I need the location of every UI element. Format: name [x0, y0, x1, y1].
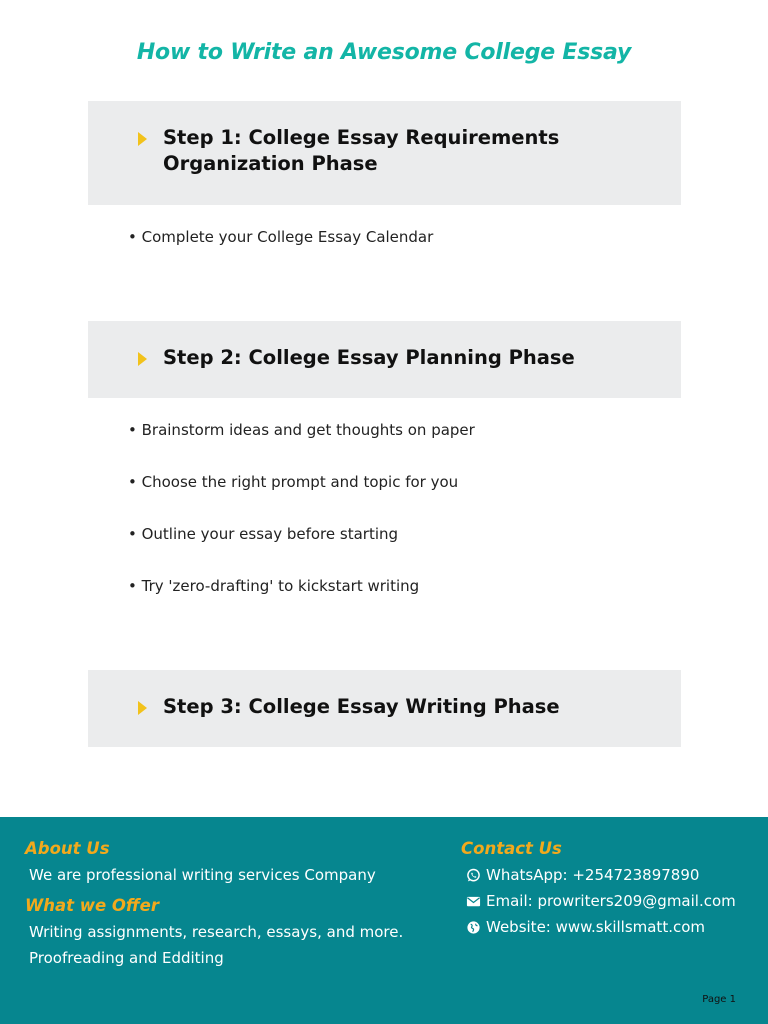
step-2-bullet: • Brainstorm ideas and get thoughts on paper — [128, 421, 475, 439]
offer-text-line: Proofreading and Edditing — [29, 949, 224, 967]
about-us-text: We are professional writing services Company — [29, 866, 376, 884]
offer-text-line: Writing assignments, research, essays, and more. — [29, 923, 404, 941]
whatsapp-text: WhatsApp: +254723897890 — [486, 866, 700, 884]
step-3-box — [88, 670, 681, 747]
email-text: Email: prowriters209@gmail.com — [486, 892, 736, 910]
step-2-bullet: • Choose the right prompt and topic for you — [128, 473, 459, 491]
step-3-title: Step 3: College Essay Writing Phase — [163, 695, 560, 718]
email-contact[interactable] — [466, 892, 736, 910]
envelope-icon — [466, 894, 481, 909]
step-2-bullet: • Try 'zero-drafting' to kickstart writing — [128, 577, 420, 595]
about-us-heading: About Us — [25, 839, 110, 858]
globe-icon — [466, 920, 481, 935]
caret-right-icon — [138, 352, 147, 366]
page-number: Page 1 — [702, 994, 736, 1005]
whatsapp-contact[interactable] — [466, 866, 699, 884]
step-2-bullet: • Outline your essay before starting — [128, 525, 399, 543]
step-2-title: Step 2: College Essay Planning Phase — [163, 346, 575, 369]
step-1-bullet: • Complete your College Essay Calendar — [128, 228, 434, 246]
website-text: Website: www.skillsmatt.com — [486, 918, 706, 936]
caret-right-icon — [138, 132, 147, 146]
step-1-box — [88, 101, 681, 205]
contact-us-heading: Contact Us — [461, 839, 562, 858]
step-1-title: Step 1: College Essay Requirements Organization Phase — [163, 126, 560, 175]
step-2-box — [88, 321, 681, 398]
caret-right-icon — [138, 701, 147, 715]
whatsapp-icon — [466, 868, 481, 883]
footer — [0, 817, 768, 1024]
website-contact[interactable] — [466, 918, 705, 936]
document-title: How to Write an Awesome College Essay — [136, 40, 632, 65]
what-we-offer-heading: What we Offer — [25, 896, 159, 915]
